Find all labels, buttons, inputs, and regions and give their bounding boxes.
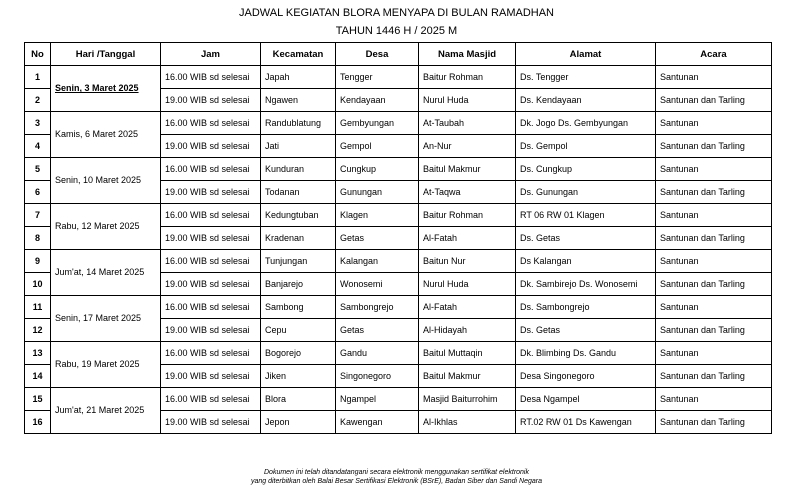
cell-desa: Gandu [336, 342, 419, 365]
cell-hari-tanggal: Senin, 10 Maret 2025 [51, 158, 161, 204]
column-header-acara: Acara [656, 43, 772, 66]
cell-jam: 16.00 WIB sd selesai [161, 250, 261, 273]
table-row [25, 342, 772, 365]
cell-acara: Santunan dan Tarling [656, 89, 772, 112]
column-header-hari-tanggal: Hari /Tanggal [51, 43, 161, 66]
cell-no: 7 [25, 204, 51, 227]
cell-no: 6 [25, 181, 51, 204]
cell-nama-masjid: An-Nur [419, 135, 516, 158]
cell-acara: Santunan [656, 66, 772, 89]
cell-alamat: Ds Kalangan [516, 250, 656, 273]
cell-no: 1 [25, 66, 51, 89]
cell-kecamatan: Todanan [261, 181, 336, 204]
cell-kecamatan: Cepu [261, 319, 336, 342]
cell-alamat: Dk. Sambirejo Ds. Wonosemi [516, 273, 656, 296]
cell-no: 4 [25, 135, 51, 158]
cell-jam: 19.00 WIB sd selesai [161, 365, 261, 388]
cell-acara: Santunan [656, 296, 772, 319]
cell-nama-masjid: Baitun Nur [419, 250, 516, 273]
cell-desa: Getas [336, 319, 419, 342]
column-header-no: No [25, 43, 51, 66]
table-row [25, 112, 772, 135]
cell-nama-masjid: Baitur Rohman [419, 66, 516, 89]
signature-notice-line-2: yang diterbitkan oleh Balai Besar Sertifikasi Elektronik (BSrE), Badan Siber dan Sandi Negara [250, 478, 543, 485]
cell-kecamatan: Ngawen [261, 89, 336, 112]
cell-nama-masjid: Nurul Huda [419, 89, 516, 112]
cell-kecamatan: Jiken [261, 365, 336, 388]
cell-acara: Santunan [656, 112, 772, 135]
cell-nama-masjid: Masjid Baiturrohim [419, 388, 516, 411]
document-title: JADWAL KEGIATAN BLORA MENYAPA DI BULAN RAMADHAN [239, 7, 554, 19]
cell-desa: Kalangan [336, 250, 419, 273]
cell-acara: Santunan [656, 342, 772, 365]
schedule-body [25, 66, 772, 434]
cell-alamat: Ds. Gempol [516, 135, 656, 158]
cell-desa: Sambongrejo [336, 296, 419, 319]
cell-nama-masjid: Al-Hidayah [419, 319, 516, 342]
table-row [25, 66, 772, 89]
cell-no: 14 [25, 365, 51, 388]
cell-no: 11 [25, 296, 51, 319]
cell-jam: 16.00 WIB sd selesai [161, 388, 261, 411]
cell-nama-masjid: At-Taubah [419, 112, 516, 135]
cell-nama-masjid: Baitul Makmur [419, 158, 516, 181]
column-header-desa: Desa [336, 43, 419, 66]
cell-alamat: RT.02 RW 01 Ds Kawengan [516, 411, 656, 434]
column-header-kecamatan: Kecamatan [261, 43, 336, 66]
cell-acara: Santunan dan Tarling [656, 319, 772, 342]
cell-acara: Santunan [656, 250, 772, 273]
schedule-table [24, 42, 772, 434]
cell-hari-tanggal: Senin, 3 Maret 2025 [51, 66, 161, 112]
cell-alamat: Ds. Getas [516, 227, 656, 250]
cell-desa: Ngampel [336, 388, 419, 411]
cell-acara: Santunan dan Tarling [656, 411, 772, 434]
cell-acara: Santunan dan Tarling [656, 273, 772, 296]
cell-nama-masjid: Al-Fatah [419, 227, 516, 250]
cell-kecamatan: Banjarejo [261, 273, 336, 296]
cell-jam: 19.00 WIB sd selesai [161, 411, 261, 434]
cell-jam: 16.00 WIB sd selesai [161, 158, 261, 181]
cell-alamat: RT 06 RW 01 Klagen [516, 204, 656, 227]
cell-no: 12 [25, 319, 51, 342]
cell-no: 5 [25, 158, 51, 181]
cell-acara: Santunan dan Tarling [656, 227, 772, 250]
cell-desa: Getas [336, 227, 419, 250]
cell-jam: 19.00 WIB sd selesai [161, 273, 261, 296]
column-header-jam: Jam [161, 43, 261, 66]
cell-jam: 19.00 WIB sd selesai [161, 319, 261, 342]
cell-no: 9 [25, 250, 51, 273]
cell-alamat: Dk. Jogo Ds. Gembyungan [516, 112, 656, 135]
cell-nama-masjid: At-Taqwa [419, 181, 516, 204]
cell-hari-tanggal: Jum'at, 14 Maret 2025 [51, 250, 161, 296]
document-subtitle: TAHUN 1446 H / 2025 M [335, 25, 458, 37]
table-row [25, 296, 772, 319]
cell-no: 10 [25, 273, 51, 296]
cell-desa: Gunungan [336, 181, 419, 204]
cell-desa: Gempol [336, 135, 419, 158]
cell-kecamatan: Kradenan [261, 227, 336, 250]
cell-alamat: Ds. Sambongrejo [516, 296, 656, 319]
cell-kecamatan: Jepon [261, 411, 336, 434]
cell-nama-masjid: Baitur Rohman [419, 204, 516, 227]
cell-kecamatan: Blora [261, 388, 336, 411]
cell-acara: Santunan dan Tarling [656, 365, 772, 388]
cell-alamat: Desa Singonegoro [516, 365, 656, 388]
cell-alamat: Ds. Cungkup [516, 158, 656, 181]
cell-kecamatan: Tunjungan [261, 250, 336, 273]
column-header-nama-masjid: Nama Masjid [419, 43, 516, 66]
cell-nama-masjid: Baitul Muttaqin [419, 342, 516, 365]
cell-desa: Wonosemi [336, 273, 419, 296]
cell-alamat: Ds. Gunungan [516, 181, 656, 204]
cell-nama-masjid: Al-Ikhlas [419, 411, 516, 434]
cell-acara: Santunan [656, 158, 772, 181]
cell-desa: Kendayaan [336, 89, 419, 112]
cell-no: 2 [25, 89, 51, 112]
cell-jam: 16.00 WIB sd selesai [161, 342, 261, 365]
signature-notice-line-1: Dokumen ini telah ditandatangani secara elektronik menggunakan sertifikat elektronik [264, 469, 529, 476]
cell-desa: Klagen [336, 204, 419, 227]
cell-no: 15 [25, 388, 51, 411]
cell-alamat: Ds. Kendayaan [516, 89, 656, 112]
cell-kecamatan: Randublatung [261, 112, 336, 135]
cell-acara: Santunan dan Tarling [656, 135, 772, 158]
cell-jam: 16.00 WIB sd selesai [161, 112, 261, 135]
table-row [25, 204, 772, 227]
cell-acara: Santunan [656, 204, 772, 227]
cell-nama-masjid: Baitul Makmur [419, 365, 516, 388]
cell-alamat: Ds. Getas [516, 319, 656, 342]
cell-hari-tanggal: Rabu, 12 Maret 2025 [51, 204, 161, 250]
cell-jam: 19.00 WIB sd selesai [161, 181, 261, 204]
cell-jam: 19.00 WIB sd selesai [161, 227, 261, 250]
table-row [25, 250, 772, 273]
cell-desa: Cungkup [336, 158, 419, 181]
cell-hari-tanggal: Senin, 17 Maret 2025 [51, 296, 161, 342]
cell-alamat: Dk. Blimbing Ds. Gandu [516, 342, 656, 365]
cell-hari-tanggal: Jum'at, 21 Maret 2025 [51, 388, 161, 434]
cell-jam: 19.00 WIB sd selesai [161, 89, 261, 112]
cell-jam: 16.00 WIB sd selesai [161, 296, 261, 319]
cell-kecamatan: Jati [261, 135, 336, 158]
cell-desa: Tengger [336, 66, 419, 89]
cell-desa: Singonegoro [336, 365, 419, 388]
cell-kecamatan: Kunduran [261, 158, 336, 181]
cell-kecamatan: Sambong [261, 296, 336, 319]
cell-jam: 19.00 WIB sd selesai [161, 135, 261, 158]
table-header-row [25, 43, 772, 66]
cell-jam: 16.00 WIB sd selesai [161, 66, 261, 89]
cell-jam: 16.00 WIB sd selesai [161, 204, 261, 227]
cell-kecamatan: Kedungtuban [261, 204, 336, 227]
cell-desa: Gembyungan [336, 112, 419, 135]
cell-desa: Kawengan [336, 411, 419, 434]
cell-hari-tanggal: Kamis, 6 Maret 2025 [51, 112, 161, 158]
table-row [25, 388, 772, 411]
cell-kecamatan: Japah [261, 66, 336, 89]
column-header-alamat: Alamat [516, 43, 656, 66]
cell-no: 16 [25, 411, 51, 434]
cell-kecamatan: Bogorejo [261, 342, 336, 365]
cell-acara: Santunan [656, 388, 772, 411]
cell-hari-tanggal: Rabu, 19 Maret 2025 [51, 342, 161, 388]
table-row [25, 158, 772, 181]
cell-nama-masjid: Al-Fatah [419, 296, 516, 319]
cell-alamat: Desa Ngampel [516, 388, 656, 411]
cell-alamat: Ds. Tengger [516, 66, 656, 89]
cell-no: 13 [25, 342, 51, 365]
cell-no: 8 [25, 227, 51, 250]
cell-no: 3 [25, 112, 51, 135]
cell-acara: Santunan dan Tarling [656, 181, 772, 204]
cell-nama-masjid: Nurul Huda [419, 273, 516, 296]
